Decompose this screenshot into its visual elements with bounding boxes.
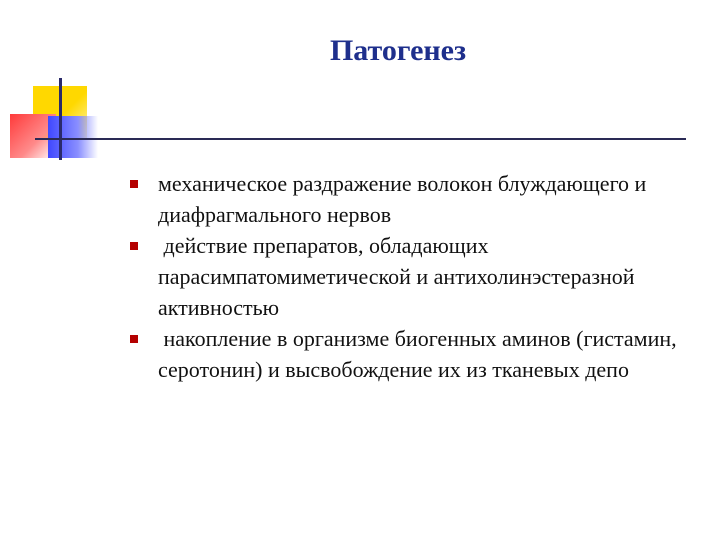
bullet-text: накопление в организме биогенных аминов (гистамин, серотонин) и высвобождение их из тканевых депо: [158, 326, 683, 382]
bullet-item: [130, 168, 700, 230]
title-divider-line: [35, 138, 686, 140]
bullet-item: [130, 230, 700, 323]
square-bullet-icon: [130, 180, 138, 188]
square-bullet-icon: [130, 335, 138, 343]
bullet-text: механическое раздражение волокон блуждающего и диафрагмального нервов: [158, 171, 647, 227]
slide-title: Патогенез: [329, 34, 467, 67]
bullet-item: [130, 323, 700, 385]
square-bullet-icon: [130, 242, 138, 250]
decor-vertical-line: [59, 78, 62, 160]
decor-blue-square: [48, 116, 98, 158]
bullet-text: действие препаратов, обладающих парасимпатомиметической и антихолинэстеразной активностью: [158, 233, 641, 320]
bullet-list: [130, 168, 700, 385]
